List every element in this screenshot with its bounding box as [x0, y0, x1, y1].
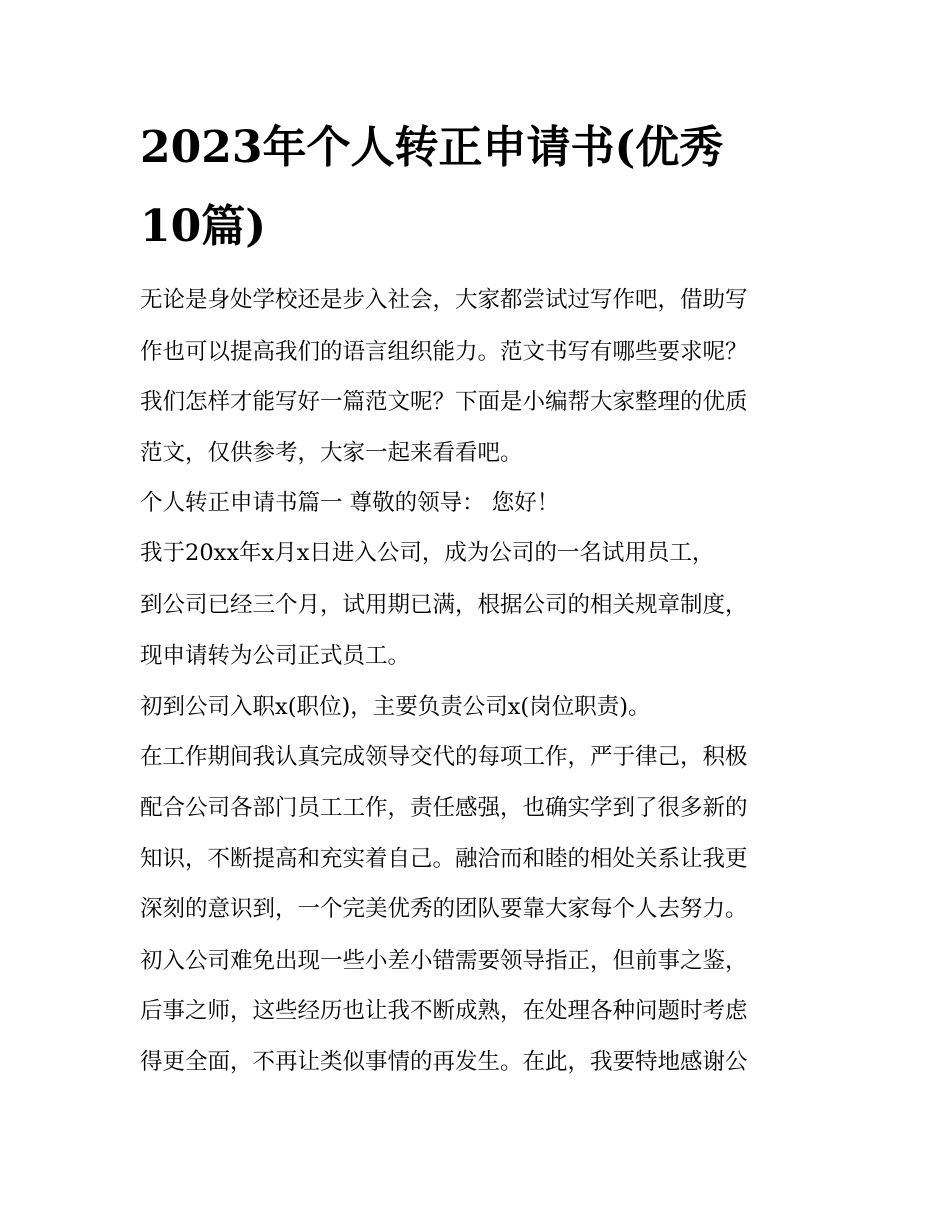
body-line-7: 到公司已经三个月，试用期已满，根据公司的相关规章制度，	[140, 592, 748, 618]
body-line-4: 范文，仅供参考，大家一起来看看吧。	[140, 440, 523, 466]
body-line-6: 我于20xx年x月x日进入公司，成为公司的一名试用员工，	[140, 540, 715, 566]
document-title-line-2: 10篇)	[140, 201, 267, 252]
body-line-11: 配合公司各部门员工工作，责任感强，也确实学到了很多新的	[140, 795, 748, 821]
body-line-16: 得更全面，不再让类似事情的再发生。在此，我要特地感谢公	[140, 1049, 748, 1075]
body-line-1: 无论是身处学校还是步入社会，大家都尝试过写作吧，借助写	[140, 287, 748, 313]
body-line-3: 我们怎样才能写好一篇范文呢？下面是小编帮大家整理的优质	[140, 389, 748, 415]
body-line-15: 后事之师，这些经历也让我不断成熟，在处理各种问题时考虑	[140, 998, 748, 1024]
document-title-line-1: 2023年个人转正申请书(优秀	[140, 122, 724, 173]
body-line-10: 在工作期间我认真完成领导交代的每项工作，严于律己，积极	[140, 744, 748, 770]
body-line-9: 初到公司入职x(职位)，主要负责公司x(岗位职责)。	[140, 694, 651, 720]
body-line-12: 知识，不断提高和充实着自己。融洽而和睦的相处关系让我更	[140, 846, 748, 872]
body-line-13: 深刻的意识到，一个完美优秀的团队要靠大家每个人去努力。	[140, 896, 748, 922]
section-heading: 个人转正申请书篇一 尊敬的领导： 您好！	[140, 490, 560, 516]
body-line-8: 现申请转为公司正式员工。	[140, 643, 411, 669]
body-line-14: 初入公司难免出现一些小差小错需要领导指正，但前事之鉴，	[140, 948, 748, 974]
body-line-2: 作也可以提高我们的语言组织能力。范文书写有哪些要求呢？	[140, 339, 748, 365]
